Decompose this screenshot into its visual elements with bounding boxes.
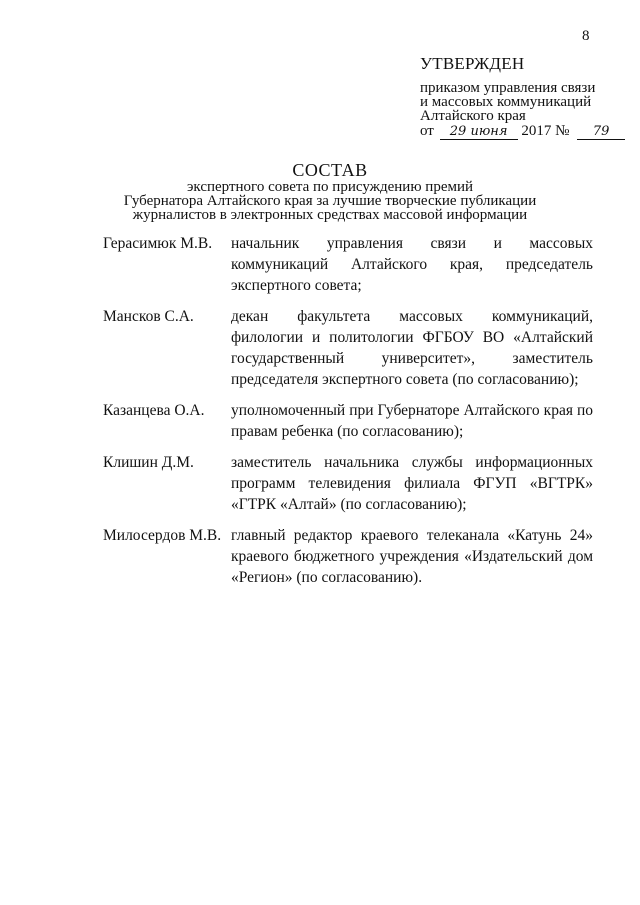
document-title: СОСТАВ bbox=[292, 160, 368, 180]
member-role: начальник управления связи и массовых коммуникаций Алтайского края, председатель экспертного совета; bbox=[231, 235, 593, 294]
members-list bbox=[103, 233, 593, 598]
order-year: 2017 № bbox=[521, 123, 570, 139]
approval-heading: УТВЕРЖДЕН bbox=[420, 54, 525, 73]
approval-line: приказом управления связи bbox=[420, 80, 596, 96]
member-name: Милосердов М.В. bbox=[103, 527, 222, 544]
document-subtitle-line: Губернатора Алтайского края за лучшие творческие публикации bbox=[123, 193, 537, 209]
member-name: Клишин Д.М. bbox=[103, 454, 194, 471]
approval-line: и массовых коммуникаций bbox=[420, 94, 592, 110]
handwritten-date: 29 июня bbox=[440, 125, 518, 140]
document-subtitle-line: экспертного совета по присуждению премий bbox=[186, 179, 474, 195]
member-role: декан факультета массовых коммуникаций, филологии и политологии ФГБОУ ВО «Алтайский государственный университет», заместитель председателя экспертного совета (по согласованию); bbox=[231, 308, 593, 388]
approval-stamp bbox=[420, 54, 620, 140]
member-name: Казанцева О.А. bbox=[103, 402, 205, 419]
member-role: уполномоченный при Губернаторе Алтайского края по правам ребенка (по согласованию); bbox=[231, 402, 593, 440]
handwritten-number: 79 bbox=[577, 125, 625, 140]
member-row bbox=[103, 306, 593, 390]
member-role: заместитель начальника службы информационных программ телевидения филиала ФГУП «ВГТРК» «ГТРК «Алтай» (по согласованию); bbox=[231, 454, 593, 513]
approval-line: Алтайского края bbox=[420, 108, 526, 124]
member-row bbox=[103, 233, 593, 296]
order-line bbox=[420, 123, 620, 140]
member-name: Герасимюк М.В. bbox=[103, 235, 213, 252]
member-name: Мансков С.А. bbox=[103, 308, 194, 325]
member-row bbox=[103, 525, 593, 588]
page-number: 8 bbox=[582, 28, 590, 44]
member-row bbox=[103, 400, 593, 442]
member-role: главный редактор краевого телеканала «Катунь 24» краевого бюджетного учреждения «Издательский дом «Регион» (по согласованию). bbox=[231, 527, 593, 586]
order-prefix: от bbox=[420, 123, 434, 139]
document-title-block bbox=[80, 160, 580, 222]
document-subtitle-line: журналистов в электронных средствах массовой информации bbox=[132, 207, 528, 223]
member-row bbox=[103, 452, 593, 515]
